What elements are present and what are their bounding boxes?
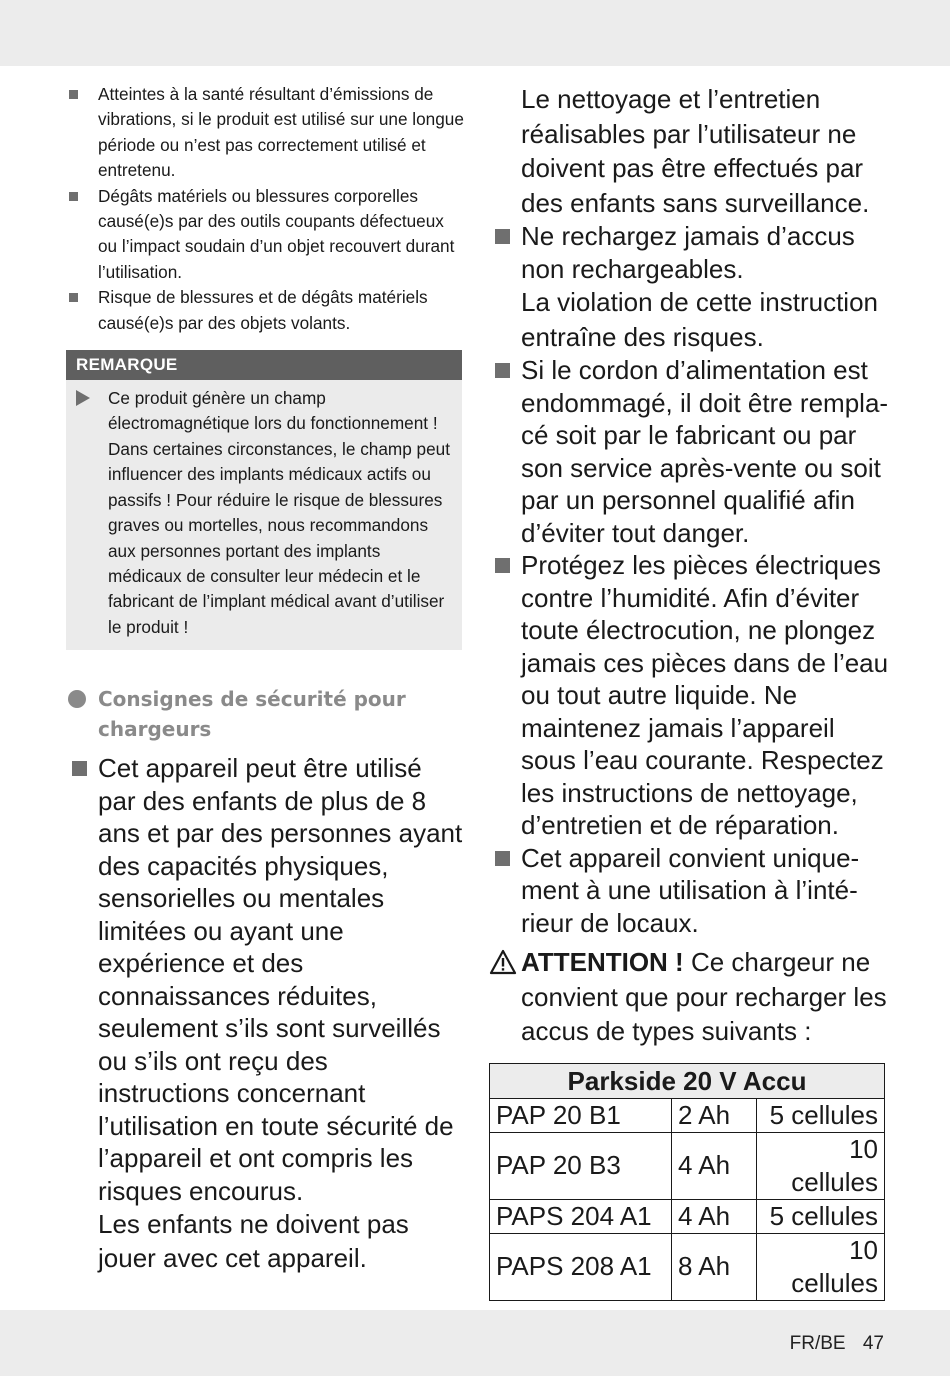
page-number: 47 bbox=[862, 1333, 884, 1354]
triangle-arrow-icon bbox=[76, 390, 90, 406]
square-bullet-icon bbox=[72, 761, 87, 776]
square-bullet-icon bbox=[69, 293, 78, 302]
square-bullet-icon bbox=[495, 851, 510, 866]
paragraph: Les enfants ne doivent pas jouer avec cet appareil. bbox=[98, 1209, 409, 1274]
table-header-row bbox=[490, 1063, 885, 1098]
attention-block bbox=[489, 945, 889, 1049]
square-bullet-icon bbox=[495, 229, 510, 244]
table-cell-cells: 5 cellules bbox=[757, 1098, 885, 1132]
table-cell-cells: 5 cellules bbox=[757, 1199, 885, 1233]
table-row bbox=[490, 1098, 885, 1132]
list-item: Cet appareil convient unique-ment à une utilisation à l’inté-rieur de locaux. bbox=[489, 842, 889, 940]
table-cell-model: PAP 20 B1 bbox=[490, 1098, 672, 1132]
right-column bbox=[489, 82, 889, 1301]
list-item: Risque de blessures et de dégâts matériels causé(e)s par des objets volants. bbox=[66, 285, 466, 336]
battery-table bbox=[489, 1063, 885, 1301]
table-cell-model: PAPS 208 A1 bbox=[490, 1233, 672, 1300]
note-box bbox=[66, 350, 462, 650]
table-cell-capacity: 4 Ah bbox=[672, 1132, 757, 1199]
attention-label: ATTENTION ! bbox=[521, 947, 684, 977]
table-cell-capacity: 8 Ah bbox=[672, 1233, 757, 1300]
list-item: Ne rechargez jamais d’accus non rechargeables. bbox=[489, 220, 889, 285]
header-bar bbox=[0, 0, 950, 66]
table-row bbox=[490, 1233, 885, 1300]
square-bullet-icon bbox=[69, 192, 78, 201]
table-row bbox=[490, 1132, 885, 1199]
list-item: Cet appareil peut être utilisé par des enfants de plus de 8 ans et par des personnes ayant des capacités physiques, sensorielles ou mentales limitées ou ayant une expérience et des connaissances réduites, seulement s’ils sont surveillés ou s’ils ont reçu des instructions concernant l’utilisation en toute sécurité de l’appareil et ont compris les risques encourus. bbox=[66, 752, 466, 1207]
circle-bullet-icon bbox=[68, 690, 86, 708]
table-cell-cells: 10 cellules bbox=[757, 1233, 885, 1300]
table-cell-cells: 10 cellules bbox=[757, 1132, 885, 1199]
list-item: Dégâts matériels ou blessures corporelles causé(e)s par des outils coupants défectueux ou l’impact soudain d’un objet recouvert durant l’utilisation. bbox=[66, 184, 466, 286]
hazard-list bbox=[66, 82, 466, 336]
note-title: REMARQUE bbox=[66, 350, 462, 380]
footer-language: FR/BE bbox=[789, 1333, 846, 1354]
footer bbox=[778, 1333, 884, 1355]
paragraph: Le nettoyage et l’entretien réalisables par l’utilisateur ne doivent pas être effectués par des enfants sans surveillance. bbox=[521, 84, 870, 218]
warning-triangle-icon bbox=[489, 949, 517, 975]
table-header: Parkside 20 V Accu bbox=[490, 1063, 885, 1098]
square-bullet-icon bbox=[495, 558, 510, 573]
table-cell-model: PAP 20 B3 bbox=[490, 1132, 672, 1199]
note-body bbox=[66, 380, 462, 650]
square-bullet-icon bbox=[495, 363, 510, 378]
attention-text: Ce chargeur ne convient que pour recharger les accus de types suivants : bbox=[521, 947, 887, 1046]
table-row bbox=[490, 1199, 885, 1233]
table-cell-capacity: 4 Ah bbox=[672, 1199, 757, 1233]
note-text: Ce produit génère un champ électromagnétique lors du fonctionnement ! Dans certaines circonstances, le champ peut influencer des implants médicaux actifs ou passifs ! Pour réduire le risque de blessures graves ou mortelles, nous recommandons aux personnes portant des implants médicaux de consulter leur médecin et le fabricant de l’implant médical avant d’utiliser le produit ! bbox=[108, 388, 451, 637]
square-bullet-icon bbox=[69, 90, 78, 99]
list-item-subtext: La violation de cette instruction entraîne des risques. bbox=[521, 287, 878, 352]
list-item: Si le cordon d’alimentation est endommagé, il doit être rempla-cé soit par le fabricant ou par son service après-vente ou soit par un personnel qualifié afin d’éviter tout danger. bbox=[489, 354, 889, 549]
list-item: Atteintes à la santé résultant d’émissions de vibrations, si le produit est utilisé sur une longue période ou n’est pas correctement utilisé et entretenu. bbox=[66, 82, 466, 184]
table-cell-capacity: 2 Ah bbox=[672, 1098, 757, 1132]
left-column bbox=[66, 82, 466, 1275]
list-item: Protégez les pièces électriques contre l’humidité. Afin d’éviter toute électrocution, ne plongez jamais ces pièces dans de l’eau ou tout autre liquide. Ne maintenez jamais l’appareil sous l’eau courante. Respectez les instructions de nettoyage, d’entretien et de réparation. bbox=[489, 549, 889, 842]
section-heading: Consignes de sécurité pour chargeurs bbox=[66, 684, 466, 744]
table-cell-model: PAPS 204 A1 bbox=[490, 1199, 672, 1233]
